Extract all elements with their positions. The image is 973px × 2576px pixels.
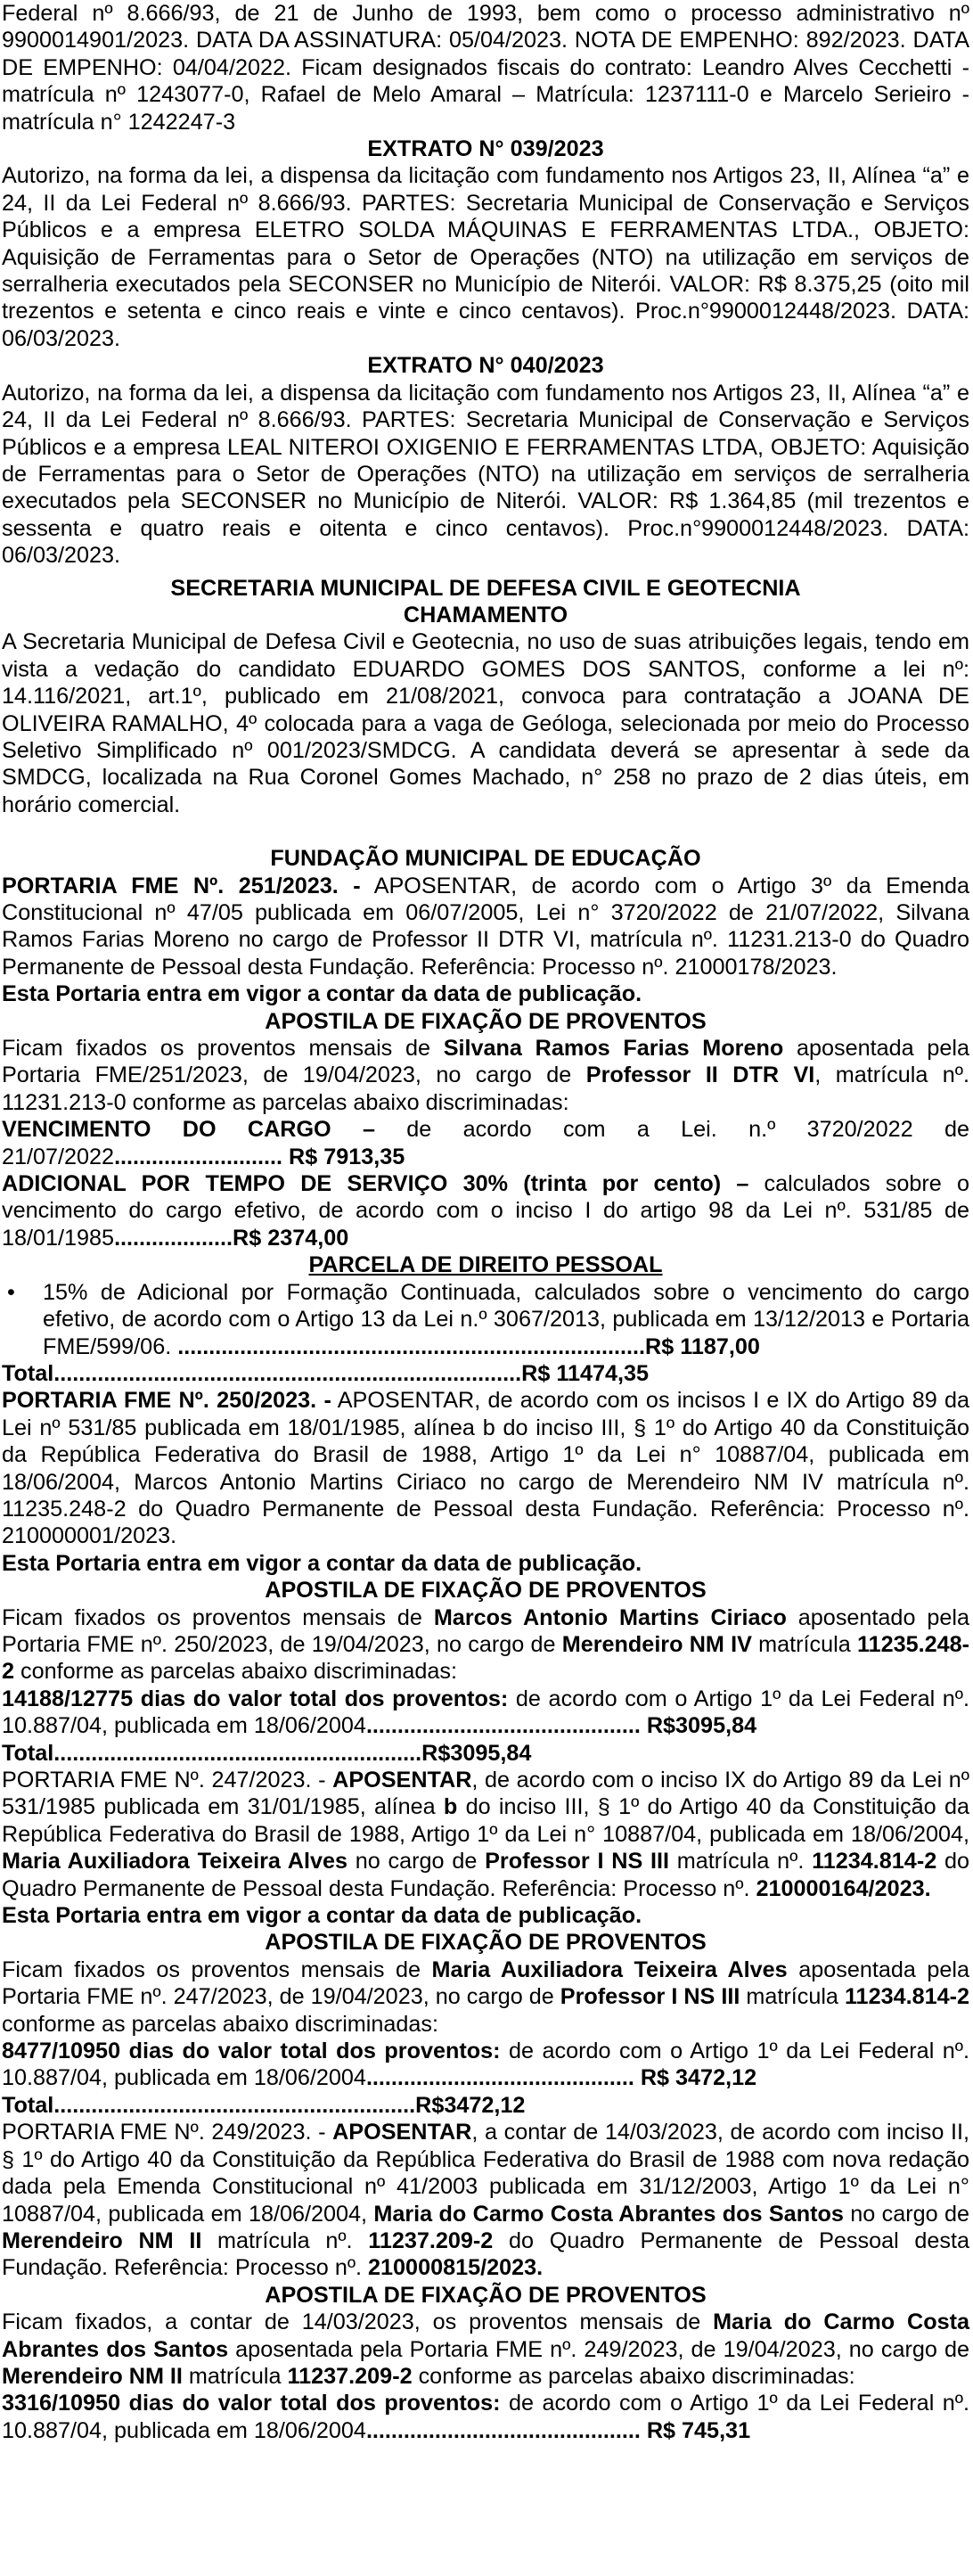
text: Ficam fixados os proventos mensais de (2, 1957, 432, 1982)
amount: ............................................ R$ 745,31 (365, 2417, 751, 2443)
label: 8477/10950 dias do valor total dos proventos: (2, 2039, 501, 2064)
text: , a contar de 14/03/2023, de acordo com inciso II, § 1º do Artigo 40 da Constituição da República Federativa do Brasil de 1988 com nova redação dada pela Emenda Constitucional nº 41/2003 publicada em 31/12/2003, Artigo 1º da Lei n° 10887/04, publicada em 18/06/2004, (2, 2120, 969, 2227)
text: no cargo de (347, 1849, 486, 1875)
text: do Quadro Permanente de Pessoal desta Fundação. Referência: Processo nº. (2, 1849, 970, 1901)
paragraph-proventos-maria-carmo (2, 2390, 969, 2444)
text: de acordo com o Artigo 1º da Lei Federal nº. 10.887/04, publicada em 18/06/2004 (2, 1686, 970, 1739)
job-title: Professor II DTR VI (585, 1062, 815, 1088)
action: APOSENTAR (332, 2120, 472, 2145)
text: Ficam fixados os proventos mensais de (2, 1036, 444, 1062)
text: calculados sobre o vencimento do cargo efetivo, de acordo com o inciso I do artigo 98 da Lei nº. 531/85 de 18/01/1985 (2, 1171, 969, 1251)
heading-apostila: APOSTILA DE FIXAÇÃO DE PROVENTOS (265, 1578, 707, 1604)
text: matrícula (740, 1984, 845, 2010)
portaria-number: PORTARIA FME Nº. 251/2023. - (2, 873, 361, 898)
amount: ...................R$ 2374,00 (114, 1225, 349, 1251)
heading-parcela-direito-pessoal: PARCELA DE DIREITO PESSOAL (308, 1252, 663, 1278)
vigor-notice (2, 1550, 969, 1577)
text: conforme as parcelas abaixo discriminadas: (2, 2011, 438, 2037)
paragraph-portaria-247 (2, 1767, 969, 1902)
paragraph-extrato-040: Autorizo, na forma da lei, a dispensa da licitação com fundamento nos Artigos 23, II, Alínea “a” e 24, II da Lei Federal nº 8.666/93. PARTES: Secretaria Municipal de Conservação e Serviços Públicos e a empresa LEAL NITEROI OXIGENIO E FERRAMENTAS LTDA, OBJETO: Aquisição de Ferramentas para o Setor de Operações (NTO) na utilização em serviços de serralheria executados pela SECONSER no Município de Niterói. VALOR: R$ 1.364,85 (mil trezentos e sessenta e quatro reais e oitenta e cinco centavos). Proc.n°9900012448/2023. DATA: 06/03/2023. (2, 380, 969, 569)
text: Esta Portaria entra em vigor a contar da data de publicação. (2, 981, 642, 1007)
paragraph-apostila-maria-auxiliadora (2, 1957, 969, 2038)
total-amount: ...........................................................R$3095,84 (53, 1740, 532, 1766)
text: matrícula nº. (201, 2227, 369, 2253)
heading-fundacao-educacao: FUNDAÇÃO MUNICIPAL DE EDUCAÇÃO (270, 846, 701, 872)
amount: ........................... R$ 7913,35 (114, 1144, 405, 1169)
person-name: Maria do Carmo Costa Abrantes dos Santos (373, 2201, 844, 2227)
total-label: Total (2, 1360, 54, 1386)
text: Esta Portaria entra em vigor a contar da data de publicação. (2, 1903, 642, 1929)
amount: ............................................ R$3095,84 (365, 1713, 757, 1739)
bullet-text (43, 1279, 969, 1360)
action: APOSENTAR (332, 1768, 472, 1793)
paragraph-portaria-249 (2, 2119, 969, 2281)
heading-apostila: APOSTILA DE FIXAÇÃO DE PROVENTOS (265, 2282, 707, 2308)
paragraph-vencimento-cargo (2, 1116, 969, 1170)
text: do Quadro Permanente de Pessoal desta Fundação. Referência: Processo nº. (2, 2227, 969, 2281)
job-title: Merendeiro NM IV (561, 1631, 752, 1657)
text: de acordo com a Lei. n.º 3720/2022 de 21/07/2022 (2, 1117, 970, 1169)
text: aposentada pela Portaria FME nº. 249/2023, de 19/04/2023, no cargo de (228, 2336, 969, 2362)
amount: ...........................................................................R$ 1187,00 (177, 1333, 760, 1359)
paragraph-adicional-tempo (2, 1170, 969, 1251)
text: PORTARIA FME Nº. 247/2023. - (2, 1768, 333, 1793)
paragraph-proventos-maria-auxiliadora (2, 2038, 969, 2092)
person-name: Maria do Carmo Costa Abrantes dos Santos (2, 2309, 969, 2362)
job-title: Professor I NS III (485, 1849, 670, 1875)
person-name: Maria Auxiliadora Teixeira Alves (2, 1849, 348, 1875)
registration-number: 11234.814-2 (812, 1849, 937, 1875)
paragraph-extrato-039: Autorizo, na forma da lei, a dispensa da licitação com fundamento nos Artigos 23, II, Alínea “a” e 24, II da Lei Federal nº 8.666/93. PARTES: Secretaria Municipal de Conservação e Serviços Públicos e a empresa ELETRO SOLDA MÁQUINAS E FERRAMENTAS LTDA., OBJETO: Aquisição de Ferramentas para o Setor de Operações (NTO) na utilização em serviços de serralheria executados pela SECONSER no Município de Niterói. VALOR: R$ 8.375,25 (oito mil trezentos e setenta e cinco reais e vinte e cinco centavos). Proc.n°9900012448/2023. DATA: 06/03/2023. (2, 163, 969, 351)
heading-extrato-039: EXTRATO N° 039/2023 (367, 136, 604, 162)
text: do inciso III, § 1º do Artigo 40 da Constituição da República Federativa do Brasil de 1988, Artigo 1º da Lei n° 10887/04, publicada em 18/06/2004, (2, 1794, 969, 1847)
paragraph-apostila-maria-carmo (2, 2309, 969, 2390)
label: VENCIMENTO DO CARGO – (2, 1117, 375, 1143)
total-line (2, 1360, 969, 1387)
process-number: 210000815/2023. (368, 2255, 544, 2281)
text: de acordo com o Artigo 1º da Lei Federal nº. 10.887/04, publicada em 18/06/2004 (2, 2039, 969, 2091)
text: Ficam fixados os proventos mensais de (2, 1604, 434, 1630)
text: APOSENTAR, de acordo com os incisos I e IX do Artigo 89 da Lei nº 531/85 publicada em 18/01/1985, alínea b do inciso III, § 1º do Artigo 40 da Constituição da República Federativa do Brasil de 1988, Artigo 1º da Lei n° 10887/04, publicada em 18/06/2004, Marcos Antonio Martins Ciriaco no cargo de Merendeiro NM IV matrícula nº. 11235.248-2 do Quadro Permanente de Pessoal desta Fundação. Referência: Processo nº. 210000001/2023. (2, 1388, 970, 1549)
text: 15% de Adicional por Formação Continuada, calculados sobre o vencimento do cargo efetivo, de acordo com o Artigo 13 da Lei n.º 3067/2013, publicada em 13/12/2013 e Portaria FME/599/06. (43, 1279, 969, 1359)
text: aposentada pela Portaria FME nº. 247/2023, de 19/04/2023, no cargo de (2, 1957, 969, 2010)
person-name: Marcos Antonio Martins Ciriaco (433, 1604, 787, 1630)
total-line (2, 2092, 969, 2119)
text: conforme as parcelas abaixo discriminadas: (412, 2363, 855, 2389)
paragraph-portaria-250 (2, 1387, 969, 1549)
text: Ficam fixados, a contar de 14/03/2023, os proventos mensais de (2, 2309, 714, 2335)
label: 14188/12775 dias do valor total dos proventos: (2, 1686, 509, 1711)
text: aposentada pela Portaria FME/251/2023, de 19/04/2023, no cargo de (2, 1036, 969, 1088)
text: matrícula (751, 1631, 857, 1657)
paragraph-chamamento: A Secretaria Municipal de Defesa Civil e Geotecnia, no uso de suas atribuições legais, tendo em vista a vedação do candidato EDUARDO GOMES DOS SANTOS, conforme a lei nº: 14.116/2021, art.1º, publicado em 21/08/2021, convoca para contratação a JOANA DE OLIVEIRA RAMALHO, 4º colocada para a vaga de Geóloga, selecionada por meio do Processo Seletivo Simplificado nº 001/2023/SMDCG. A candidata deverá se apresentar à sede da SMDCG, localizada na Rua Coronel Gomes Machado, n° 258 no prazo de 2 dias úteis, em horário comercial. (2, 629, 969, 817)
total-amount: ..........................................................R$3472,12 (53, 2092, 526, 2118)
paragraph-proventos-marcos (2, 1686, 969, 1740)
job-title: Merendeiro NM II (2, 2363, 183, 2389)
text: , matrícula nº. 11231.213-0 conforme as parcelas abaixo discriminadas: (2, 1062, 970, 1115)
heading-chamamento: CHAMAMENTO (403, 602, 568, 628)
heading-extrato-040: EXTRATO N° 040/2023 (367, 353, 604, 379)
job-title: Professor I NS III (560, 1984, 740, 2010)
text: Esta Portaria entra em vigor a contar da data de publicação. (2, 1550, 642, 1576)
paragraph-portaria-251 (2, 873, 969, 981)
paragraph-apostila-marcos (2, 1604, 969, 1686)
spacer (2, 818, 969, 845)
label: 3316/10950 dias do valor total dos proventos: (2, 2391, 501, 2416)
text: b (443, 1794, 458, 1820)
total-label: Total (2, 2092, 54, 2118)
text: no cargo de (843, 2201, 969, 2227)
person-name: Maria Auxiliadora Teixeira Alves (431, 1957, 788, 1982)
bullet-item (2, 1279, 969, 1360)
text: PORTARIA FME Nº. 249/2023. - (2, 2120, 333, 2145)
text: matrícula (182, 2363, 288, 2389)
text: APOSENTAR, de acordo com o Artigo 3º da Emenda Constitucional nº 47/05 publicada em 06/07/2005, Lei n° 3720/2022 de 21/07/2022, Silvana Ramos Farias Moreno no cargo de Professor II DTR VI, matrícula nº. 11231.213-0 do Quadro Permanente de Pessoal desta Fundação. Referência: Processo nº. 21000178/2023. (2, 873, 969, 980)
registration-number: 11235.248-2 (2, 1631, 970, 1685)
total-line (2, 1740, 969, 1767)
text: de acordo com o Artigo 1º da Lei Federal nº. 10.887/04, publicada em 18/06/2004 (2, 2391, 969, 2443)
registration-number: 11237.209-2 (368, 2227, 494, 2253)
job-title: Merendeiro NM II (2, 2227, 202, 2253)
paragraph-contract-tail (2, 0, 969, 135)
heading-apostila: APOSTILA DE FIXAÇÃO DE PROVENTOS (265, 1008, 707, 1034)
portaria-number: PORTARIA FME Nº. 250/2023. - (2, 1388, 331, 1414)
registration-number: 11237.209-2 (287, 2363, 413, 2389)
registration-number: 11234.814-2 (844, 1984, 970, 2010)
text: conforme as parcelas abaixo discriminadas: (14, 1659, 458, 1685)
text: matrícula nº. (669, 1849, 813, 1875)
vigor-notice (2, 980, 969, 1007)
heading-apostila: APOSTILA DE FIXAÇÃO DE PROVENTOS (265, 1930, 707, 1956)
total-label: Total (2, 1740, 54, 1766)
amount: ........................................... R$ 3472,12 (365, 2065, 757, 2091)
heading-secretaria-defesa-civil: SECRETARIA MUNICIPAL DE DEFESA CIVIL E GEOTECNIA (170, 575, 801, 601)
person-name: Silvana Ramos Farias Moreno (443, 1036, 784, 1062)
text: Federal nº 8.666/93, de 21 de Junho de 1993, bem como o processo administrativo nº 9900014901/2023. DATA DA ASSINATURA: 05/04/2023. NOTA DE EMPENHO: 892/2023. DATA DE EMPENHO: 04/04/2022. Ficam designados fiscais do contrato: Leandro Alves Cecchetti - matrícula nº 1243077-0, Rafael de Melo Amaral – Matrícula: 1237111-0 e Marcelo Serieiro - matrícula n° 1242247-3 (2, 1, 969, 135)
paragraph-apostila-silvana (2, 1035, 969, 1116)
vigor-notice (2, 1902, 969, 1929)
total-amount: ...........................................................................R$ 11474,35 (53, 1360, 649, 1386)
text: , de acordo com o inciso IX do Artigo 89 da Lei nº 531/1985 publicada em 31/01/1985, alínea (2, 1768, 969, 1820)
label: ADICIONAL POR TEMPO DE SERVIÇO 30% (trinta por cento) – (2, 1171, 749, 1197)
text: aposentado pela Portaria FME nº. 250/2023, de 19/04/2023, no cargo de (2, 1604, 969, 1657)
process-number: 210000164/2023. (756, 1875, 931, 1901)
bullet-icon: • (7, 1279, 15, 1305)
